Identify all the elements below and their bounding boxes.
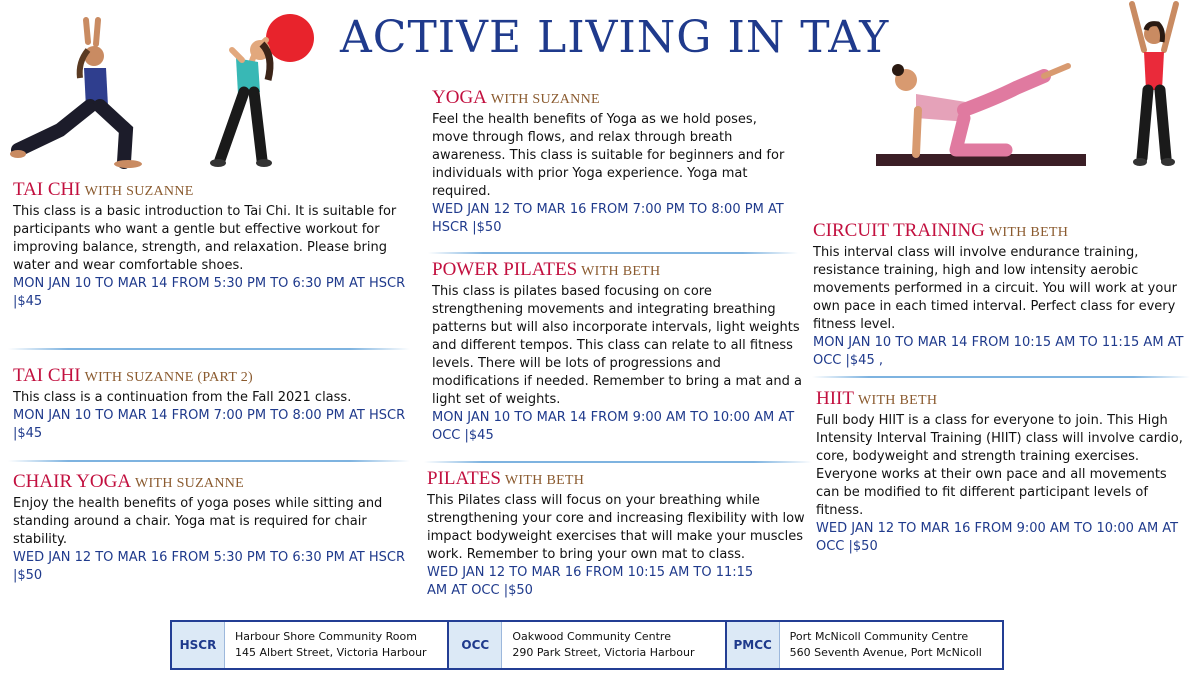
class-tai-chi-part-2 [13,366,411,443]
location-pmcc [727,622,1002,668]
class-schedule: WED JAN 12 TO MAR 16 FROM 9:00 AM TO 10:00 AM AT OCC |$50 [816,521,1179,554]
location-name: Oakwood Community Centre [512,630,671,643]
class-chair-yoga [13,472,411,585]
instructor-name: WITH SUZANNE [135,476,245,491]
class-heading [432,260,802,282]
class-schedule: MON JAN 10 TO MAR 14 FROM 9:00 AM TO 10:00 AM AT OCC |$45 [432,410,795,443]
class-pilates [427,469,807,600]
location-code: OCC [449,622,502,668]
class-description: This interval class will involve endurance training, resistance training, high and low intensity aerobic movements performed in a circuit. You will work at your own pace in each timed interval. Perfect class for every fitness level. [813,245,1177,332]
class-hiit [816,389,1191,556]
location-occ [449,622,726,668]
class-name: HIIT [816,388,854,409]
class-schedule: WED JAN 12 TO MAR 16 FROM 10:15 AM TO 11:15 AM AT OCC |$50 [427,565,754,598]
location-address: 290 Park Street, Victoria Harbour [512,646,695,659]
class-name: TAI CHI [13,365,81,386]
class-schedule: MON JAN 10 TO MAR 14 FROM 10:15 AM TO 11:15 AM AT OCC |$45 , [813,335,1184,368]
instructor-name: WITH BETH [504,473,585,488]
class-heading [13,180,411,202]
class-description: This Pilates class will focus on your breathing while strengthening your core and increasing flexibility with low impact bodyweight exercises that will make your muscles work. Remember to bring your own mat to class. [427,493,805,562]
class-heading [13,366,411,388]
class-name: TAI CHI [13,179,81,200]
page-title: ACTIVE LIVING IN TAY [340,12,890,63]
class-heading [432,88,794,110]
class-heading [816,389,1191,411]
instructor-name: WITH BETH [581,264,661,279]
class-description: This class is a basic introduction to Tai Chi. It is suitable for participants who want a gentle but effective workout for improving balance, strength, and relaxation. Please bring water and wear comfortable shoes. [13,204,397,273]
location-name: Harbour Shore Community Room [235,630,417,643]
location-address: 560 Seventh Avenue, Port McNicoll [789,646,982,659]
instructor-name: WITH BETH [857,393,938,408]
class-schedule: WED JAN 12 TO MAR 16 FROM 5:30 PM TO 6:30 PM AT HSCR |$50 [13,550,406,583]
class-schedule: WED JAN 12 TO MAR 16 FROM 7:00 PM TO 8:00 PM AT HSCR |$50 [432,202,784,235]
location-code: PMCC [727,622,780,668]
arms-up-figure-illustration [1112,0,1197,170]
divider [424,461,812,463]
location-hscr [172,622,449,668]
class-yoga [432,88,794,237]
lunge-figure-illustration [8,12,148,172]
divider [812,376,1190,378]
ball-stretch-figure-illustration [196,10,316,170]
class-schedule: MON JAN 10 TO MAR 14 FROM 5:30 PM TO 6:30 PM AT HSCR |$45 [13,276,406,309]
class-circuit-training [813,221,1191,370]
tabletop-kick-figure-illustration [876,58,1091,170]
divider [8,348,410,350]
class-name: POWER PILATES [432,259,578,280]
class-heading [427,469,807,491]
location-address: 145 Albert Street, Victoria Harbour [235,646,427,659]
class-name: PILATES [427,468,501,489]
class-heading [813,221,1191,243]
class-description: Full body HIIT is a class for everyone to join. This High Intensity Interval Training (HIIT) class will involve cardio, core, bodyweight and strength training exercises. Everyone works at their own pace and all movements can be modified to fit different participant levels of fitness. [816,413,1183,518]
instructor-name: WITH SUZANNE [490,92,600,107]
instructor-name: WITH BETH [988,225,1069,240]
class-heading [13,472,411,494]
class-name: YOGA [432,87,487,108]
instructor-name: WITH SUZANNE [84,184,194,199]
class-name: CHAIR YOGA [13,471,132,492]
class-power-pilates [432,260,802,445]
divider [428,252,798,254]
location-legend [170,620,1004,670]
divider [8,460,410,462]
class-schedule: MON JAN 10 TO MAR 14 FROM 7:00 PM TO 8:00 PM AT HSCR |$45 [13,408,406,441]
class-description: This class is a continuation from the Fall 2021 class. [13,390,352,405]
class-description: This class is pilates based focusing on core strengthening movements and integrating breathing patterns but will also incorporate intervals, light weights and different tempos. This class can relate to all fitness levels. There will be lots of progressions and modifications if needed. Remember to bring a mat and a light set of weights. [432,284,802,407]
location-name: Port McNicoll Community Centre [789,630,969,643]
location-code: HSCR [172,622,225,668]
class-description: Feel the health benefits of Yoga as we hold poses, move through flows, and relax through breath awareness. This class is suitable for beginners and for individuals with prior Yoga experience. Yoga mat required. [432,112,785,199]
class-name: CIRCUIT TRAINING [813,220,985,241]
class-description: Enjoy the health benefits of yoga poses while sitting and standing around a chair. Yoga mat is required for chair stability. [13,496,383,547]
instructor-name: WITH SUZANNE (PART 2) [84,370,254,385]
class-tai-chi [13,180,411,311]
